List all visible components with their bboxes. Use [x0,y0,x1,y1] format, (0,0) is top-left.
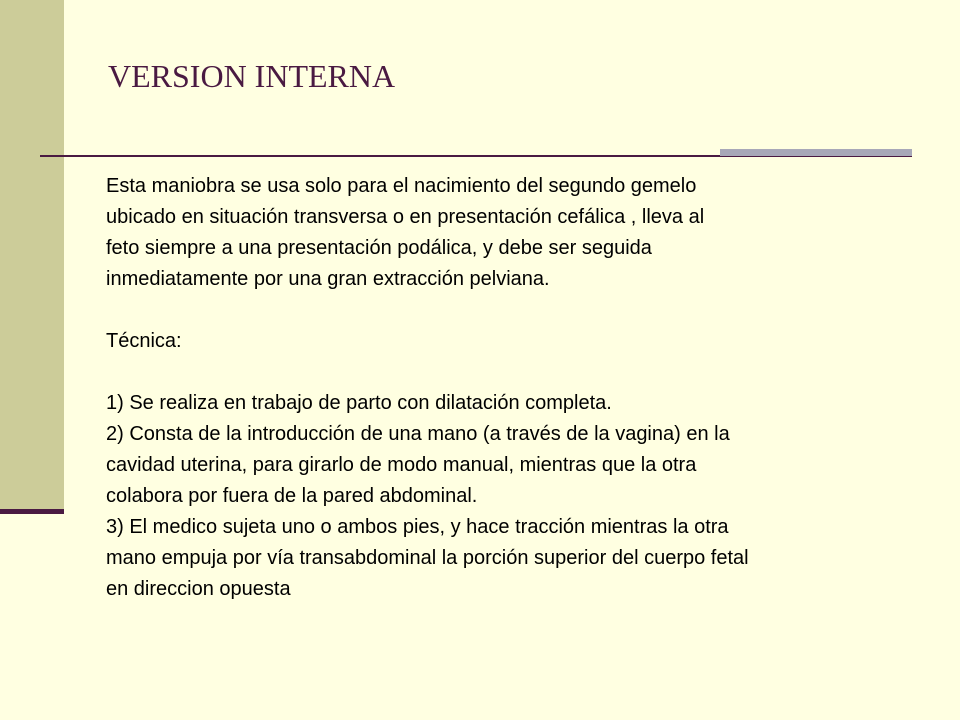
slide-title: VERSION INTERNA [108,58,396,94]
slide-body [106,171,906,605]
left-decorative-bar [0,0,64,512]
technique-heading: Técnica: [106,330,182,352]
title-underline-block [720,149,912,156]
step-line: cavidad uterina, para girarlo de modo manual, mientras que la otra [106,454,697,476]
paragraph-gap [106,357,906,388]
step-line: 2) Consta de la introducción de una mano (a través de la vagina) en la [106,423,730,445]
intro-line: Esta maniobra se usa solo para el nacimiento del segundo gemelo [106,175,697,197]
intro-line: ubicado en situación transversa o en presentación cefálica , lleva al [106,206,705,228]
step-line: en direccion opuesta [106,578,291,600]
intro-line: feto siempre a una presentación podálica, y debe ser seguida [106,237,652,259]
step-line: mano empuja por vía transabdominal la porción superior del cuerpo fetal [106,547,749,569]
step-line: colabora por fuera de la pared abdominal. [106,485,478,507]
step-line: 1) Se realiza en trabajo de parto con dilatación completa. [106,392,612,414]
step-line: 3) El medico sujeta uno o ambos pies, y hace tracción mientras la otra [106,516,729,538]
paragraph-gap [106,295,906,326]
left-bar-accent-line [0,509,64,514]
intro-line: inmediatamente por una gran extracción pelviana. [106,268,550,290]
